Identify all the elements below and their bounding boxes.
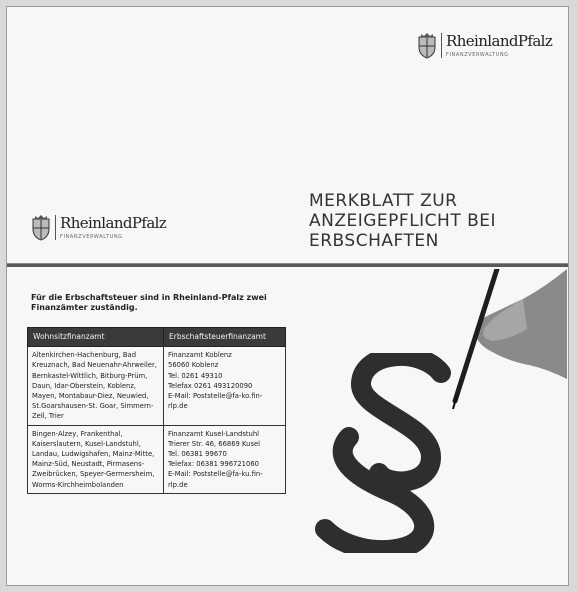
leaflet-page — [6, 6, 569, 586]
rlp-logo-top — [417, 33, 552, 59]
logo-name: RheinlandPfalz — [446, 32, 553, 50]
section-divider — [7, 263, 568, 267]
logo-words — [441, 33, 552, 58]
inheritance-tax-office: Finanzamt Koblenz 56060 Koblenz Tel. 0261 49310 Telefax 0261 493120090 E-Mail: Poststelle@fa-ko.fin-rlp.de — [164, 347, 286, 425]
tax-office-table — [27, 327, 286, 494]
residence-offices: Altenkirchen-Hachenburg, Bad Kreuznach, Bad Neuenahr-Ahrweiler, Bernkastel-Wittlich, Bitburg-Prüm, Daun, Idar-Oberstein, Koblenz, Mayen, Montabaur-Diez, Neuwied, St.Goarshausen-St. Goar, Simmern-Zell, Trier — [28, 347, 164, 425]
logo-name: RheinlandPfalz — [60, 214, 167, 232]
logo-subtitle: FINANZVERWALTUNG — [60, 234, 123, 240]
table-row — [28, 425, 286, 493]
residence-offices: Bingen-Alzey, Frankenthal, Kaiserslautern, Kusel-Landstuhl, Landau, Ludwigshafen, Mainz-Mitte, Mainz-Süd, Neustadt, Pirmasens-Zweibrücken, Speyer-Germersheim, Worms-Kirchheimbolanden — [28, 425, 164, 493]
title-line-2: ANZEIGEPFLICHT BEI — [309, 211, 497, 231]
column-header: Erbschaftsteuerfinanzamt — [164, 328, 286, 347]
intro-text: Für die Erbschaftsteuer sind in Rheinland-Pfalz zwei Finanzämter zuständig. — [31, 293, 267, 312]
logo-words — [55, 215, 166, 240]
table-row — [28, 347, 286, 425]
rlp-logo-mid — [31, 215, 166, 241]
coat-of-arms-icon — [417, 33, 437, 59]
title-line-3: ERBSCHAFTEN — [309, 231, 439, 251]
table-header-row — [28, 328, 286, 347]
document-title — [309, 191, 496, 251]
coat-of-arms-icon — [31, 215, 51, 241]
inheritance-tax-office: Finanzamt Kusel-Landstuhl Trierer Str. 46, 66869 Kusel Tel. 06381 99670 Telefax: 06381 996721060 E-Mail: Poststelle@fa-ku.fin-rlp.de — [164, 425, 286, 493]
title-line-1: MERKBLATT ZUR — [309, 191, 458, 211]
hand-with-pen-icon — [427, 269, 567, 419]
logo-subtitle: FINANZVERWALTUNG — [446, 52, 509, 58]
column-header: Wohnsitzfinanzamt — [28, 328, 164, 347]
